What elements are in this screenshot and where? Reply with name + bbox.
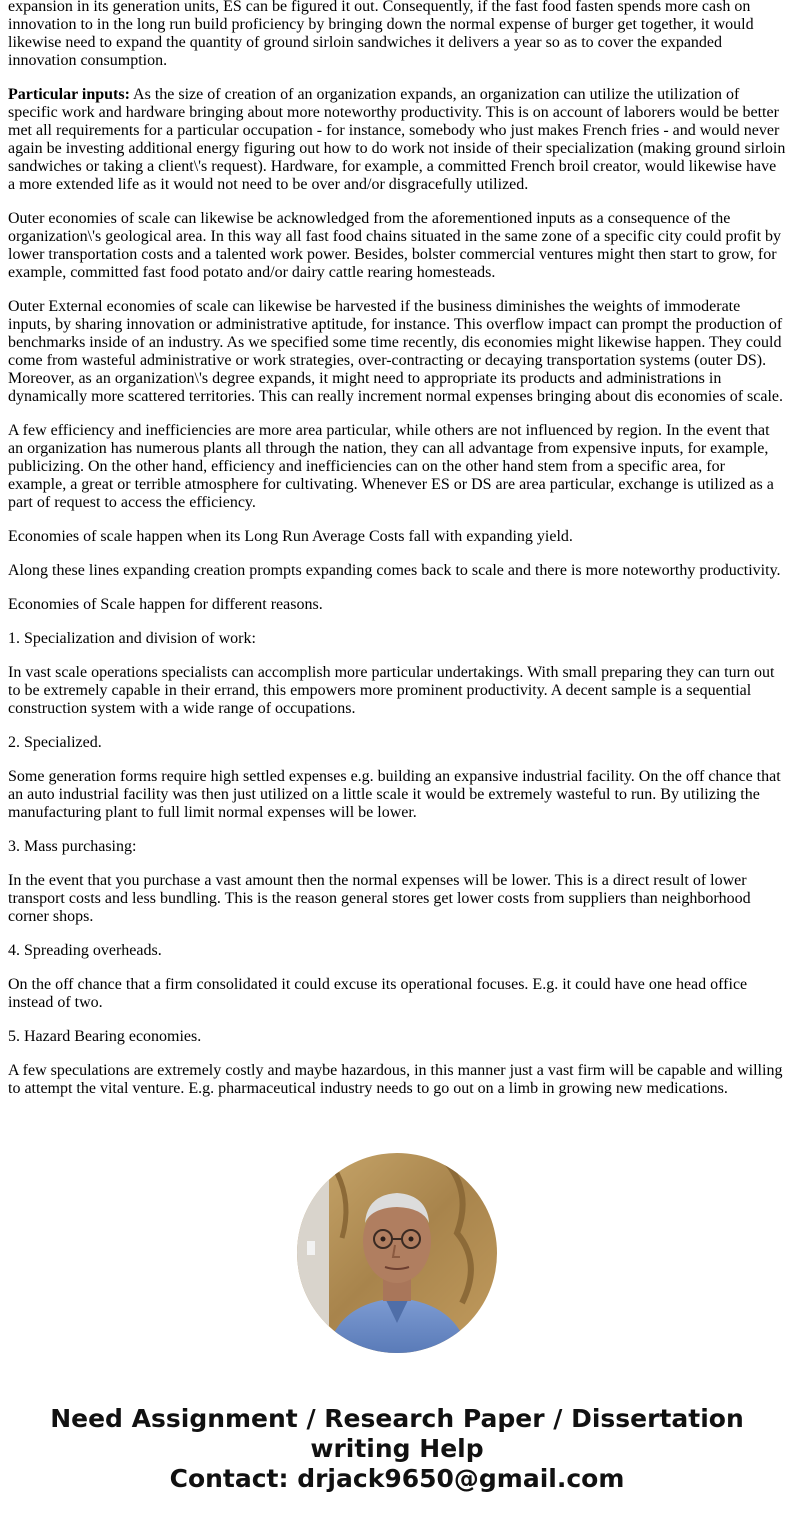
paragraph-spreading-overheads: On the off chance that a firm consolidated it could excuse its operational focuses. E.g. it could have one head office instead of two. — [8, 976, 748, 1011]
promo-banner — [0, 1404, 794, 1494]
promo-contact: Contact: drjack9650@gmail.com — [169, 1464, 625, 1493]
author-avatar — [297, 1153, 497, 1353]
paragraph-reasons: Economies of Scale happen for different reasons. — [8, 596, 323, 613]
heading-hazard-bearing: 5. Hazard Bearing economies. — [8, 1028, 202, 1045]
promo-headline: Need Assignment / Research Paper / Dissertation writing Help — [50, 1404, 744, 1463]
particular-inputs-paragraph — [8, 86, 786, 194]
article-body — [8, 0, 786, 1114]
paragraph-outer-economies: Outer economies of scale can likewise be acknowledged from the aforementioned inputs as a consequence of the organization\'s geological area. In this way all fast food chains situated in the same zone of a specific city could profit by lower transportation costs and a talented work power. Besides, bolster commercial ventures might then start to grow, for example, committed fast food potato and/or dairy cattle rearing homesteads. — [8, 210, 782, 281]
heading-spreading-overheads: 4. Spreading overheads. — [8, 942, 162, 959]
heading-specialized: 2. Specialized. — [8, 734, 102, 751]
particular-inputs-label: Particular inputs: — [8, 86, 130, 103]
particular-inputs-text: As the size of creation of an organization expands, an organization can utilize the utilization of specific work and hardware bringing about more noteworthy productivity. This is on account of laborers would be better met all requirements for a particular occupation - for instance, somebody who just makes French fries - and would never again be investing additional energy figuring out how to do work not inside of their specialization (making ground sirloin sandwiches or taking a client\'s request). Hardware, for example, a committed French broil creator, would likewise have a more extended life as it would not need to be over and/or disgracefully utilized. — [8, 86, 786, 193]
intro-paragraph: expansion in its generation units, ES can be figured it out. Consequently, if the fast food fasten spends more cash on innovation to in the long run build proficiency by bringing down the normal expense of burger get together, it would likewise need to expand the quantity of ground sirloin sandwiches it delivers a year so as to cover the expanded innovation consumption. — [8, 0, 754, 69]
paragraph-returns: Along these lines expanding creation prompts expanding comes back to scale and there is more noteworthy productivity. — [8, 562, 781, 579]
paragraph-outer-external: Outer External economies of scale can likewise be harvested if the business diminishes the weights of immoderate inputs, by sharing innovation or administrative aptitude, for instance. This overflow impact can prompt the production of benchmarks inside of an industry. As we specified some time recently, dis economies might likewise happen. They could come from wasteful administrative or work strategies, over-contracting or decaying transportation systems (outer DS). Moreover, as an organization\'s degree expands, it might need to appropriate its products and administrations in dynamically more scattered territories. This can really increment normal expenses bringing about dis economies of scale. — [8, 298, 783, 405]
author-portrait-image — [297, 1153, 497, 1353]
paragraph-mass-purchasing: In the event that you purchase a vast amount then the normal expenses will be lower. This is a direct result of lower transport costs and less bundling. This is the reason general stores get lower costs from suppliers than neighborhood corner shops. — [8, 872, 751, 925]
paragraph-specialized: Some generation forms require high settled expenses e.g. building an expansive industrial facility. On the off chance that an auto industrial facility was then just utilized on a little scale it would be extremely wasteful to run. By utilizing the manufacturing plant to full limit normal expenses will be lower. — [8, 768, 781, 821]
paragraph-area-particular: A few efficiency and inefficiencies are more area particular, while others are not influenced by region. In the event that an organization has numerous plants all through the nation, they can all advantage from expensive inputs, for example, publicizing. On the other hand, efficiency and inefficiencies can on the other hand stem from a specific area, for example, a great or terrible atmosphere for cultivating. Whenever ES or DS are area particular, exchange is utilized as a part of request to access the efficiency. — [8, 422, 774, 511]
paragraph-specialization: In vast scale operations specialists can accomplish more particular undertakings. With small preparing they can turn out to be extremely capable in their errand, this empowers more prominent productivity. A decent sample is a sequential construction system with a wide range of occupations. — [8, 664, 775, 717]
paragraph-hazard-bearing: A few speculations are extremely costly and maybe hazardous, in this manner just a vast firm will be capable and willing to attempt the vital venture. E.g. pharmaceutical industry needs to go out on a limb in growing new medications. — [8, 1062, 783, 1097]
heading-mass-purchasing: 3. Mass purchasing: — [8, 838, 137, 855]
paragraph-lrac: Economies of scale happen when its Long Run Average Costs fall with expanding yield. — [8, 528, 573, 545]
heading-specialization: 1. Specialization and division of work: — [8, 630, 256, 647]
